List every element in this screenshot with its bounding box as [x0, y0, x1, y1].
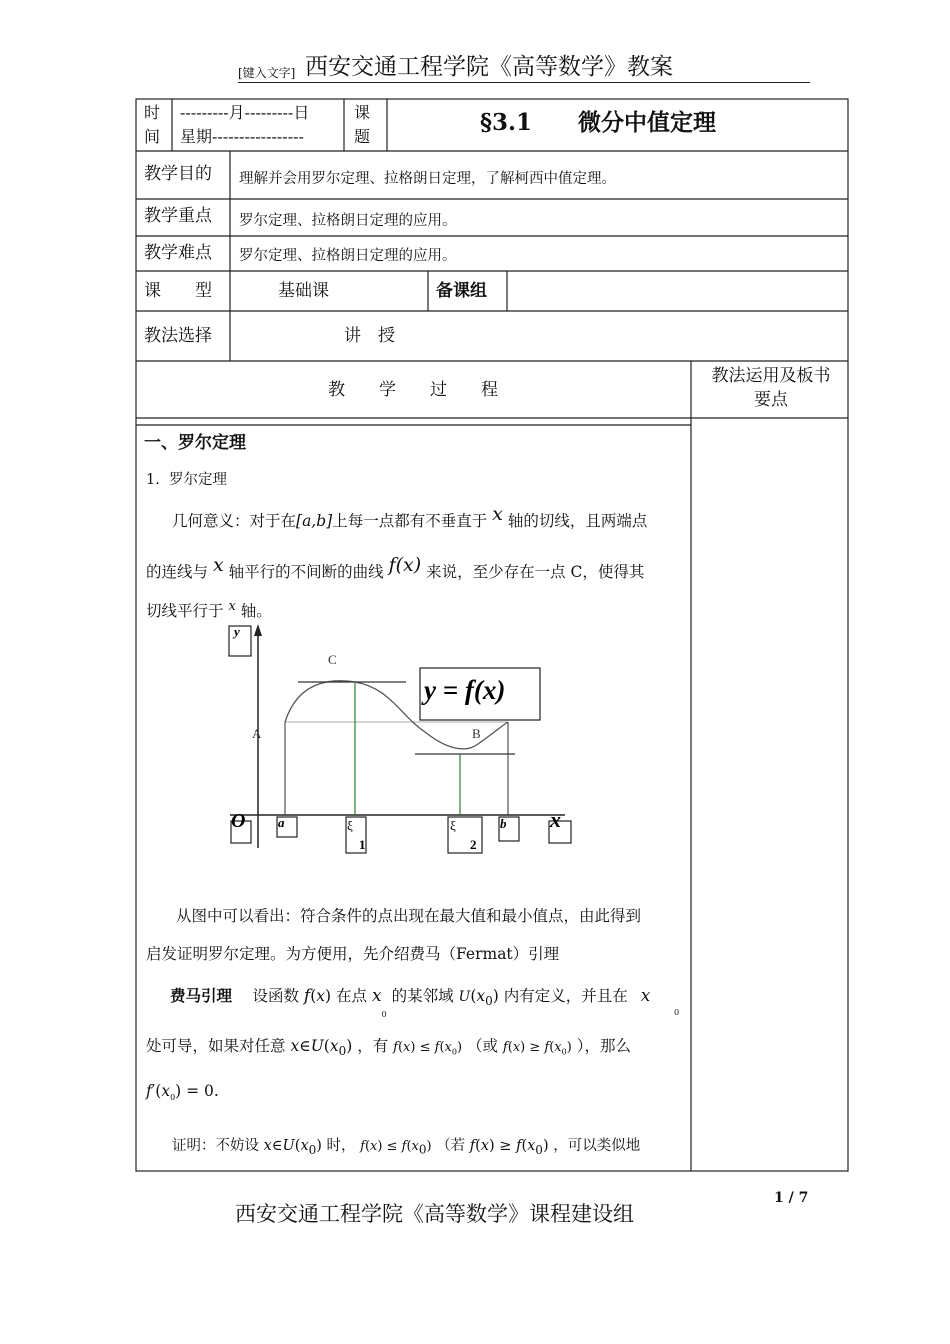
side-label: 教法运用及板书 要点	[711, 366, 831, 410]
fermat-conclusion: $f'(x_0) = 0$.	[146, 1082, 219, 1103]
focus-value: 罗尔定理、拉格朗日定理的应用。	[239, 213, 457, 229]
purpose-label: 教学目的	[144, 164, 212, 184]
focus-label: 教学重点	[144, 206, 212, 226]
fermat-label: 费马引理	[170, 986, 233, 1005]
xi1-label: ξ	[347, 818, 353, 833]
point-b-label: B	[472, 726, 481, 741]
section-title: 一、罗尔定理	[144, 433, 246, 453]
difficulty-label: 教学难点	[144, 243, 212, 263]
point-c-label: C	[328, 652, 337, 667]
rolle-figure	[220, 620, 580, 860]
difficulty-value: 罗尔定理、拉格朗日定理的应用。	[239, 248, 457, 264]
origin-label: O	[231, 810, 246, 832]
subsection-title: 1. 罗尔定理	[146, 472, 228, 488]
xi2-sub: 2	[470, 837, 477, 852]
time-label: 时 间	[144, 103, 161, 146]
purpose-value: 理解并会用罗尔定理、拉格朗日定理，了解柯西中值定理。	[239, 171, 616, 187]
y-axis-arrow	[254, 624, 262, 636]
fermat-line-2: 处可导，如果对任意 $x\in U(x_0)$ ，有 $f(x) \le f(x_0)$ （或 $f(x) \ge f(x_0)$ ），那么	[146, 1037, 631, 1059]
b-label: b	[500, 816, 507, 831]
page-number: 1 / 7	[774, 1190, 809, 1206]
footer-text: 西安交通工程学院《高等数学》课程建设组	[235, 1202, 634, 1226]
type-label: 课 型	[144, 281, 212, 301]
method-label: 教法选择	[144, 326, 212, 346]
topic-title: §3.1 微分中值定理	[480, 109, 717, 136]
x-axis-label: x	[550, 807, 561, 832]
header-placeholder: [键入文字]	[238, 66, 296, 80]
process-label: 教 学 过 程	[328, 380, 498, 400]
para2-line-1: 从图中可以看出：符合条件的点出现在最大值和最小值点，由此得到	[176, 907, 642, 925]
geo-line-3: 切线平行于 $^x$ 轴。	[146, 599, 272, 620]
a-label: a	[278, 815, 285, 830]
proof-line: 证明：不妨设 $x\in U(x_0)$ 时， $f(x) \le f(x_0)$ （若 $f(x) \ge f(x_0)$ ，可以类似地	[172, 1138, 641, 1157]
fermat-line-1: 费马引理 设函数 f(x) 在点 $x_0$ 的某邻域 $U(x_0)$ 内有定义，并且在 x	[170, 986, 651, 1020]
point-a-label: A	[252, 726, 262, 741]
fermat-x0-sub: 0	[674, 1008, 680, 1017]
method-value: 讲 授	[344, 326, 395, 346]
geo-line-1: 几何意义：对于在[a,b]上每一点都有不垂直于 x 轴的切线，且两端点	[172, 503, 648, 530]
para2-line-2: 启发证明罗尔定理。为方便用，先介绍费马（Fermat）引理	[146, 945, 560, 963]
weekday-field: 星期-----------------	[180, 127, 304, 146]
type-value: 基础课	[278, 281, 329, 301]
topic-label: 课 题	[354, 103, 371, 146]
xi1-sub: 1	[359, 837, 366, 852]
curve-label: y = f(x)	[424, 675, 506, 705]
prep-label: 备课组	[436, 281, 487, 301]
xi2-label: ξ	[450, 818, 456, 833]
header-title: 西安交通工程学院《高等数学》教案	[305, 54, 673, 80]
y-axis-label: y	[234, 624, 240, 639]
date-fields	[180, 101, 309, 149]
month-day-field: ---------月---------日	[180, 103, 310, 122]
geo-line-2: 的连线与 x 轴平行的不间断的曲线 f(x) 来说，至少存在一点 C，使得其	[146, 554, 645, 581]
